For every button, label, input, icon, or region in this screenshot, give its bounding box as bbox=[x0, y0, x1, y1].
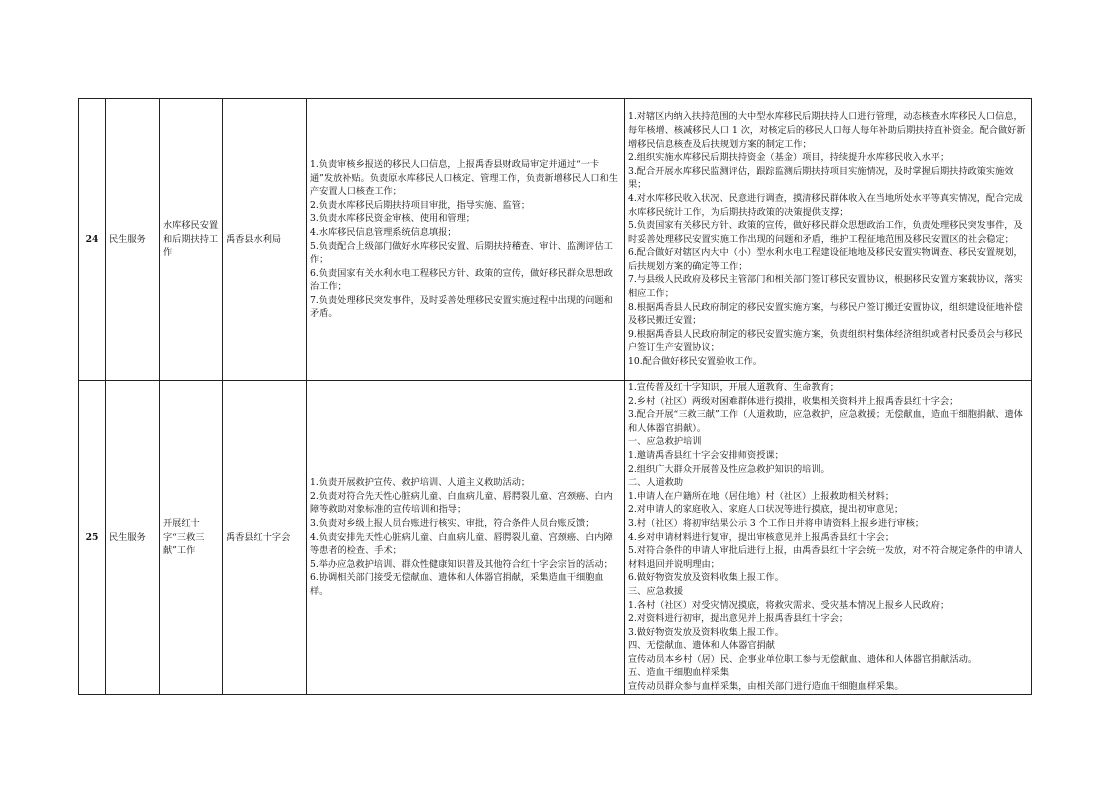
detail-item: 宣传动员群众参与血样采集，由相关部门进行造血干细胞血样采集。 bbox=[628, 681, 904, 693]
department-cell: 禹香县红十字会 bbox=[223, 381, 307, 695]
responsibilities-cell bbox=[307, 99, 625, 381]
detail-item: 1.申请人在户籍所在地（居住地）村（社区）上报救助相关材料； bbox=[628, 490, 895, 502]
detail-heading: 二、人道救助 bbox=[628, 477, 684, 489]
detail-item: 宣传动员本乡村（居）民、企事业单位职工参与无偿献血、遗体和人体器官捐献活动。 bbox=[628, 653, 978, 665]
detail-heading: 三、应急救援 bbox=[628, 585, 684, 597]
detail-item: 2.对资料进行初审，提出意见并上报禹香县红十字会； bbox=[628, 613, 849, 625]
detail-item: 6.配合做好对辖区内大中（小）型水利水电工程建设征地地及移民安置实物调查、移民安置规划，后扶规划方案的确定等工作； bbox=[628, 247, 1023, 272]
responsibility-item: 2.负责水库移民后期扶持项目审批，指导实施、监管； bbox=[310, 199, 531, 211]
detail-item: 1.各村（社区）对受灾情况摸底，将救灾需求、受灾基本情况上报乡人民政府； bbox=[628, 599, 950, 611]
detail-item: 3.配合开展“三救三献”工作（人道救助，应急救护，应急救援；无偿献血，造血干细胞捐献、遗体和人体器官捐献）。 bbox=[628, 409, 1023, 434]
detail-heading: 一、应急救护培训 bbox=[628, 436, 702, 448]
detail-heading: 四、无偿献血、遗体和人体器官捐献 bbox=[628, 640, 775, 652]
detail-item: 2.组织实施水库移民后期扶持资金（基金）项目，持续提升水库移民收入水平； bbox=[628, 152, 950, 164]
task-cell: 水库移民安置和后期扶持工作 bbox=[160, 99, 223, 381]
detail-item: 9.根据禹香县人民政府制定的移民安置实施方案，负责组织村集体经济组织或者村民委员会与移民户签订生产安置协议； bbox=[628, 328, 1023, 354]
detail-item: 1.邀请禹香县红十字会安排师资授课； bbox=[628, 449, 784, 461]
table-row bbox=[79, 99, 1032, 381]
category-cell: 民生服务 bbox=[106, 381, 160, 695]
responsibilities-cell bbox=[307, 381, 625, 695]
responsibility-item: 5.举办应急救护培训、群众性健康知识普及其他符合红十字会宗旨的活动； bbox=[310, 558, 613, 570]
detail-item: 2.组织广大群众开展普及性应急救护知识的培训。 bbox=[628, 463, 830, 475]
detail-item: 3.做好物资发放及资料收集上报工作。 bbox=[628, 626, 784, 638]
responsibility-item: 5.负责配合上级部门做好水库移民安置、后期扶持稽查、审计、监测评估工作； bbox=[310, 240, 613, 266]
category-cell: 民生服务 bbox=[106, 99, 160, 381]
responsibility-item: 4.水库移民信息管理系统信息填报； bbox=[310, 226, 457, 238]
detail-item: 1.宣传普及红十字知识，开展人道教育、生命教育； bbox=[628, 382, 839, 393]
duty-table bbox=[78, 98, 1032, 695]
responsibility-item: 4.负责安排先天性心脏病儿童、白血病儿童、唇腭裂儿童、宫颈癌、白内障等患者的检查、手术； bbox=[310, 531, 613, 557]
responsibility-item: 1.负责审核乡报送的移民人口信息，上报禹香县财政局审定并通过“一卡通”发放补贴。负责原水库移民人口核定、管理工作，负责新增移民人口和生产安置人口核查工作； bbox=[310, 158, 618, 198]
details-cell bbox=[625, 99, 1032, 381]
detail-item: 3.村（社区）将初审结果公示 3 个工作日并将申请资料上报乡进行审核； bbox=[628, 517, 925, 529]
responsibility-item: 1.负责开展救护宣传、救护培训、人道主义救助活动； bbox=[310, 477, 531, 489]
detail-item: 2.对申请人的家庭收入、家庭人口状况等进行摸底，提出初审意见； bbox=[628, 504, 904, 516]
detail-item: 1.对辖区内纳入扶持范围的大中型水库移民后期扶持人口进行管理，动态核查水库移民人口信息，每年核增、核减移民人口 1 次，对核定后的移民人口每人每年补助后期扶持直补资金。配合做好新增移民信息核查及后扶规划方案的制定工作； bbox=[628, 111, 1026, 150]
detail-item: 8.根据禹香县人民政府制定的移民安置实施方案，与移民户签订搬迁安置协议，组织建设征地补偿及移民搬迁安置； bbox=[628, 301, 1023, 327]
detail-item: 3.配合开展水库移民监测评估，跟踪监测后期扶持项目实施情况，及时掌握后期扶持政策实施效果； bbox=[628, 165, 1014, 191]
responsibility-item: 2.负责对符合先天性心脏病儿童、白血病儿童、唇腭裂儿童、宫颈癌、白内障等救助对象标准的宣传培训和指导； bbox=[310, 490, 613, 516]
detail-item: 10.配合做好移民安置验收工作。 bbox=[628, 356, 763, 368]
responsibility-item: 6.协调相关部门接受无偿献血、遗体和人体器官捐献，采集造血干细胞血样。 bbox=[310, 572, 604, 597]
row-number: 24 bbox=[79, 99, 106, 381]
detail-item: 4.乡对申请材料进行复审，提出审核意见并上报禹香县红十字会； bbox=[628, 531, 895, 543]
detail-item: 7.与县级人民政府及移民主管部门和相关部门签订移民安置协议，根据移民安置方案载协议，落实相应工作； bbox=[628, 274, 1023, 300]
detail-item: 5.对符合条件的申请人审批后进行上报，由禹香县红十字会统一发放，对不符合规定条件的申请人材料退回并说明理由； bbox=[628, 545, 1023, 570]
detail-item: 2.乡村（社区）两级对困难群体进行摸排，收集相关资料并上报禹香县红十字会； bbox=[628, 395, 959, 407]
responsibility-item: 6.负责国家有关水利水电工程移民方针、政策的宣传，做好移民群众思想政治工作； bbox=[310, 267, 613, 293]
row-number: 25 bbox=[79, 381, 106, 695]
task-cell: 开展红十字“三救三献”工作 bbox=[160, 381, 223, 695]
department-cell: 禹香县水利局 bbox=[223, 99, 307, 381]
detail-item: 5.负责国家有关移民方针、政策的宣传，做好移民群众思想政治工作，负责处理移民突发事件，及时妥善处理移民安置实施工作出现的问题和矛盾，维护工程征地范围及移民安置区的社会稳定； bbox=[628, 220, 1023, 245]
responsibility-item: 3.负责水库移民资金审核、使用和管理； bbox=[310, 213, 475, 225]
detail-item: 6.做好物资发放及资料收集上报工作。 bbox=[628, 572, 784, 584]
responsibility-item: 7.负责处理移民突发事件，及时妥善处理移民安置实施过程中出现的问题和矛盾。 bbox=[310, 294, 613, 320]
responsibility-item: 3.负责对乡级上报人员台账进行核实、审批，符合条件人员台账反馈； bbox=[310, 517, 595, 529]
detail-heading: 五、造血干细胞血样采集 bbox=[628, 667, 730, 679]
detail-item: 4.对水库移民收入状况、民意进行调查，摸清移民群体收入在当地所处水平等真实情况，配合完成水库移民统计工作，为后期扶持政策的决策提供支撑； bbox=[628, 192, 1023, 218]
table-row bbox=[79, 381, 1032, 695]
details-cell bbox=[625, 381, 1032, 695]
